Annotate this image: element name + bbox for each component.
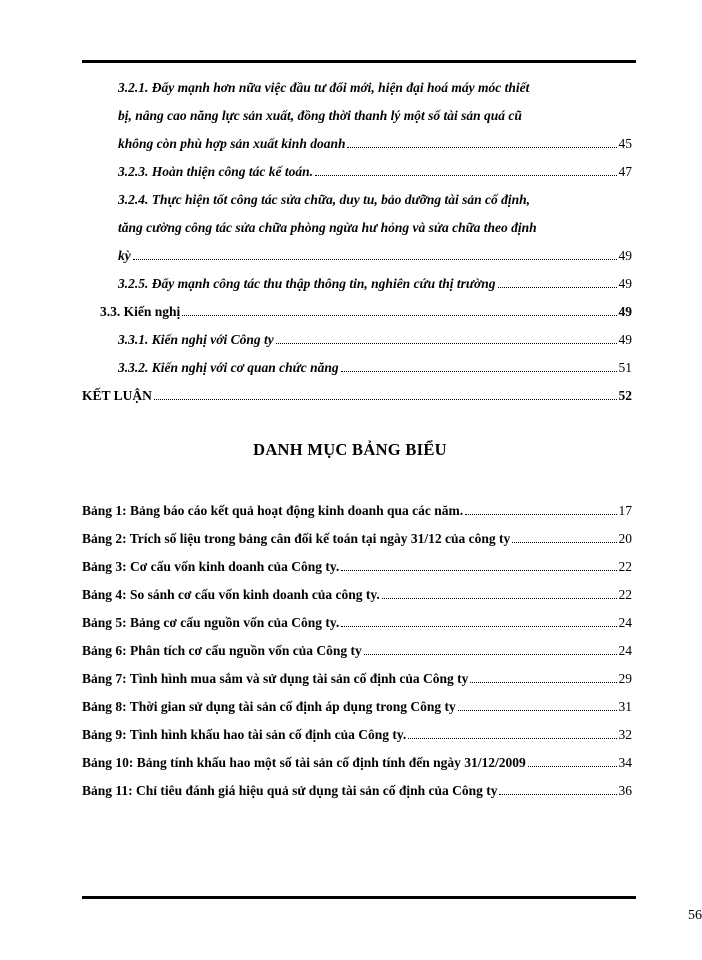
table-entry-page: 17 (618, 503, 632, 518)
dot-leader (408, 738, 616, 739)
table-entry-label: Bảng 2: Trích số liệu trong bảng cân đối kế toán tại ngày 31/12 của công ty (82, 531, 511, 546)
dot-leader (347, 147, 616, 148)
toc-page-number: 49 (618, 248, 632, 263)
dot-leader (182, 315, 616, 316)
toc-item-3-2-4[interactable] (118, 248, 632, 268)
toc-item-conclusion[interactable] (82, 388, 632, 408)
table-entry-label: Bảng 3: Cơ cấu vốn kinh doanh của Công ty. (82, 559, 340, 574)
table-entry[interactable] (82, 503, 632, 523)
dot-leader (341, 626, 616, 627)
dot-leader (470, 682, 616, 683)
toc-page-number: 49 (618, 332, 632, 347)
table-entry-label: Bảng 11: Chỉ tiêu đánh giá hiệu quả sử dụng tài sản cố định của Công ty (82, 783, 498, 798)
table-entry-label: Bảng 9: Tình hình khấu hao tài sản cố định của Công ty. (82, 727, 407, 742)
table-entry-page: 36 (618, 783, 632, 798)
table-entry-label: Bảng 4: So sánh cơ cấu vốn kinh doanh của công ty. (82, 587, 380, 602)
toc-item-label: 3.2.3. Hoàn thiện công tác kế toán. (118, 164, 314, 179)
table-entry-page: 22 (618, 559, 632, 574)
dot-leader (528, 766, 617, 767)
toc-item-3-2-1-line1: 3.2.1. Đẩy mạnh hơn nữa việc đầu tư đổi mới, hiện đại hoá máy móc thiết (118, 80, 530, 95)
table-entry-label: Bảng 1: Bảng báo cáo kết quả hoạt động kinh doanh qua các năm. (82, 503, 464, 518)
dot-leader (498, 287, 617, 288)
toc-page-number: 49 (618, 304, 632, 319)
toc-page-number: 49 (618, 276, 632, 291)
toc-item-3-2-4-line1: 3.2.4. Thực hiện tốt công tác sửa chữa, duy tu, bảo dưỡng tài sản cố định, (118, 192, 531, 207)
dot-leader (512, 542, 616, 543)
header-rule (82, 60, 636, 63)
toc-page-number: 52 (618, 388, 632, 403)
toc-item-3-2-4-line2: tăng cường công tác sửa chữa phòng ngừa hư hỏng và sửa chữa theo định (118, 220, 537, 235)
toc-page-number: 45 (618, 136, 632, 151)
dot-leader (276, 343, 617, 344)
table-entry[interactable] (82, 727, 632, 747)
toc-item-label: 3.3.2. Kiến nghị với cơ quan chức năng (118, 360, 339, 375)
dot-leader (364, 654, 617, 655)
table-entry-page: 24 (618, 643, 632, 658)
footer-rule (82, 896, 636, 899)
dot-leader (465, 514, 616, 515)
toc-item-3-3-2[interactable] (118, 360, 632, 380)
table-entry-label: Bảng 5: Bảng cơ cấu nguồn vốn của Công ty. (82, 615, 340, 630)
table-entry[interactable] (82, 699, 632, 719)
table-entry-label: Bảng 8: Thời gian sử dụng tài sản cố định áp dụng trong Công ty (82, 699, 456, 714)
table-entry-page: 20 (618, 531, 632, 546)
table-entry-page: 31 (618, 699, 632, 714)
dot-leader (382, 598, 617, 599)
dot-leader (341, 371, 617, 372)
tables-list-heading: DANH MỤC BẢNG BIỂU (253, 440, 447, 459)
table-entry[interactable] (82, 783, 632, 803)
toc-item-3-2-1-line2: bị, nâng cao năng lực sản xuất, đồng thời thanh lý một số tài sản quá cũ (118, 108, 522, 123)
table-entry[interactable] (82, 671, 632, 691)
toc-item-label: 3.3.1. Kiến nghị với Công ty (118, 332, 274, 347)
toc-item-label: không còn phù hợp sản xuất kinh doanh (118, 136, 346, 151)
toc-item-label: kỳ (118, 248, 131, 263)
table-entry-label: Bảng 6: Phân tích cơ cấu nguồn vốn của Công ty (82, 643, 362, 658)
page-number: 56 (688, 908, 702, 923)
toc-item-3-2-5[interactable] (118, 276, 632, 296)
dot-leader (315, 175, 616, 176)
table-entry[interactable] (82, 531, 632, 551)
table-entry-page: 22 (618, 587, 632, 602)
table-entry-page: 34 (618, 755, 632, 770)
table-entry-page: 24 (618, 615, 632, 630)
table-entry[interactable] (82, 615, 632, 635)
toc-item-label: KẾT LUẬN (82, 388, 152, 403)
table-entry[interactable] (82, 559, 632, 579)
table-entry[interactable] (82, 643, 632, 663)
dot-leader (499, 794, 616, 795)
table-entry-label: Bảng 7: Tình hình mua sắm và sử dụng tài sản cố định của Công ty (82, 671, 469, 686)
toc-item-label: 3.2.5. Đẩy mạnh công tác thu thập thông tin, nghiên cứu thị trường (118, 276, 496, 291)
dot-leader (154, 399, 617, 400)
toc-page-number: 51 (618, 360, 632, 375)
toc-item-label: 3.3. Kiến nghị (100, 304, 181, 319)
toc-item-3-2-3[interactable] (118, 164, 632, 184)
dot-leader (133, 259, 617, 260)
toc-item-3-3-1[interactable] (118, 332, 632, 352)
dot-leader (341, 570, 616, 571)
table-entry-label: Bảng 10: Bảng tính khấu hao một số tài sản cố định tính đến ngày 31/12/2009 (82, 755, 526, 770)
toc-item-3-3[interactable] (100, 304, 632, 324)
table-entry[interactable] (82, 587, 632, 607)
table-entry-page: 29 (618, 671, 632, 686)
table-entry[interactable] (82, 755, 632, 775)
toc-item-3-2-1[interactable] (118, 136, 632, 156)
table-entry-page: 32 (618, 727, 632, 742)
dot-leader (458, 710, 617, 711)
toc-page-number: 47 (618, 164, 632, 179)
